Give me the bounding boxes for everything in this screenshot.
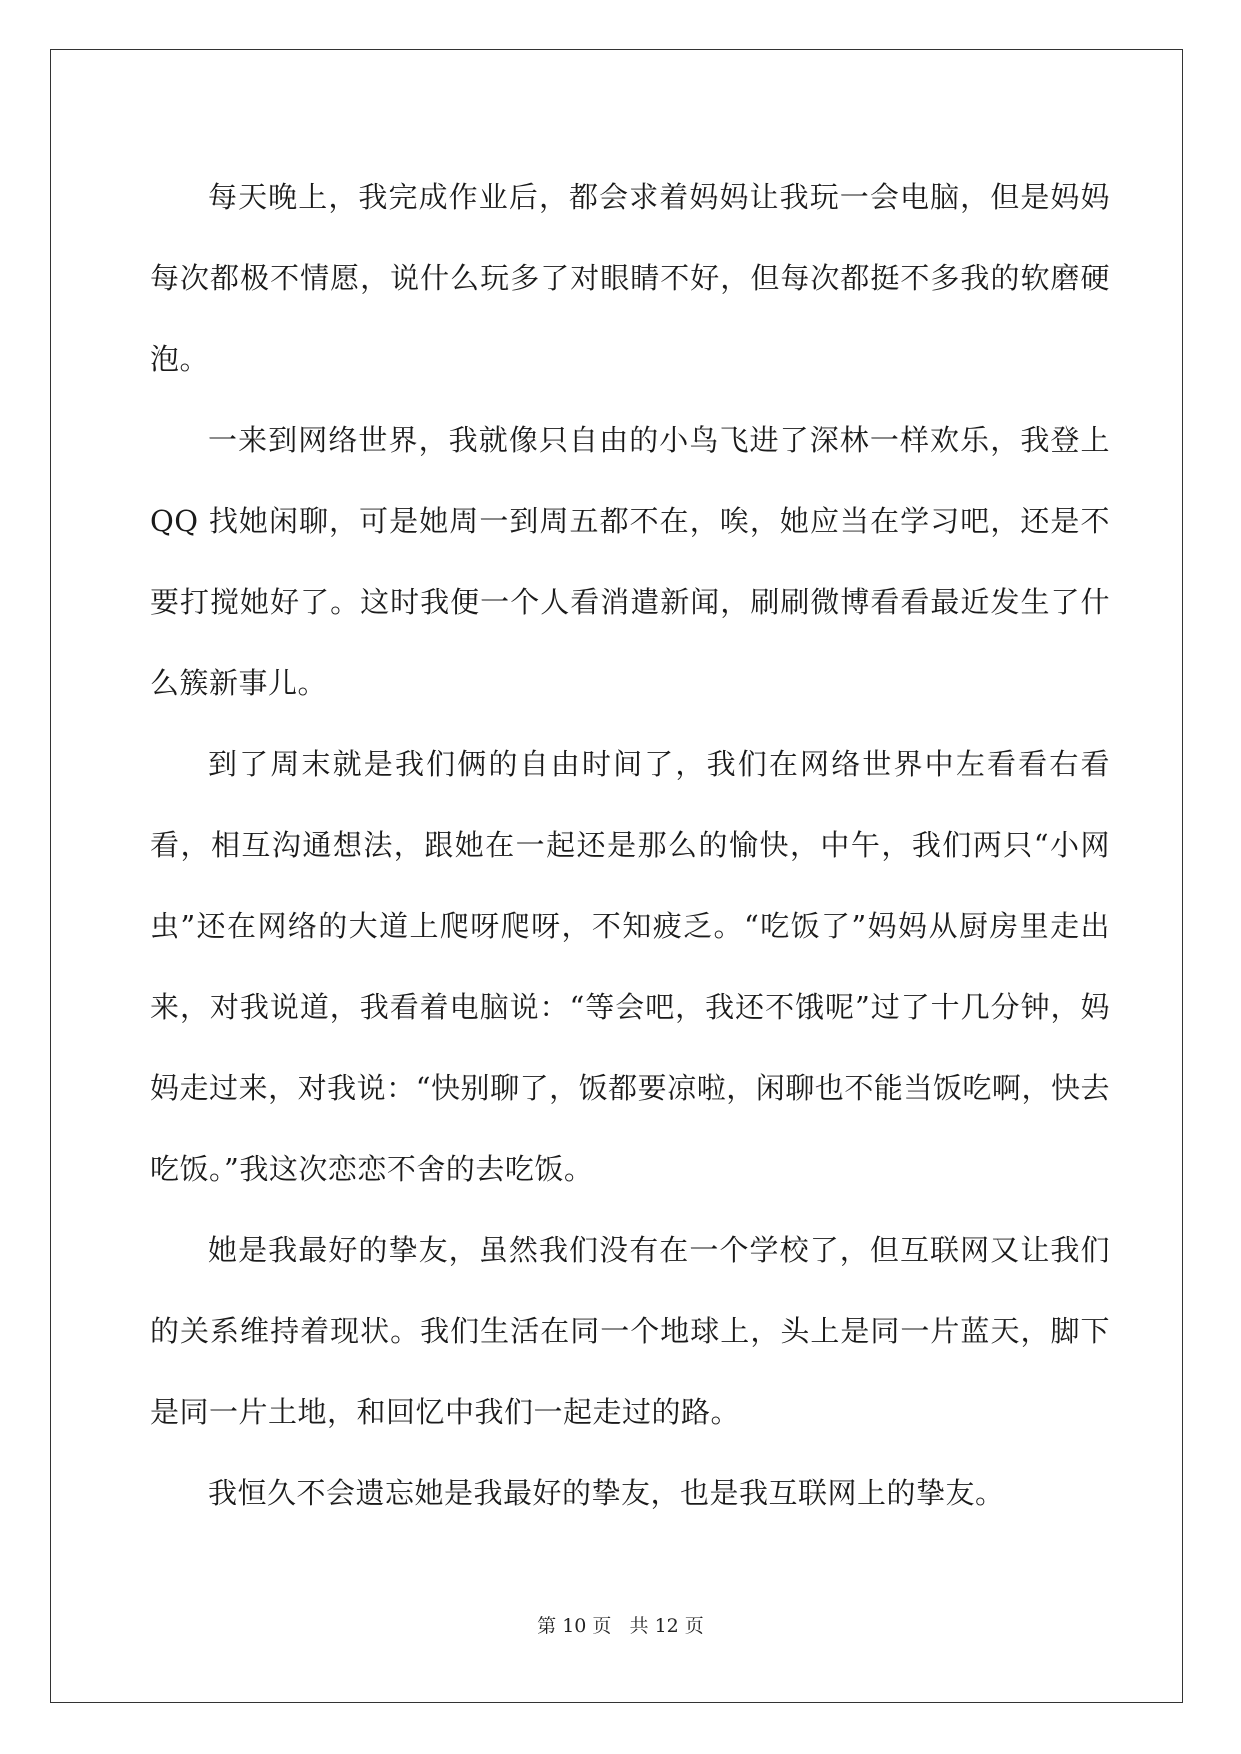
paragraph: 每天晚上，我完成作业后，都会求着妈妈让我玩一会电脑，但是妈妈每次都极不情愿，说什么玩多了对眼睛不好，但每次都挺不多我的软磨硬泡。 [150,180,1110,376]
paragraph: 她是我最好的挚友，虽然我们没有在一个学校了，但互联网又让我们的关系维持着现状。我们生活在同一个地球上，头上是同一片蓝天，脚下是同一片土地，和回忆中我们一起走过的路。 [150,1233,1110,1429]
page-number: 第 10 页 共 12 页 [537,1615,704,1637]
paragraph: 我恒久不会遗忘她是我最好的挚友，也是我互联网上的挚友。 [208,1476,1005,1510]
document-body [150,157,1110,1534]
paragraph: 一来到网络世界，我就像只自由的小鸟飞进了深林一样欢乐，我登上 QQ 找她闲聊，可是她周一到周五都不在，唉，她应当在学习吧，还是不要打搅她好了。这时我便一个人看消遣新闻，刷刷微博看看最近发生了什么簇新事儿。 [150,423,1110,700]
page-footer [0,1614,1241,1638]
paragraph: 到了周末就是我们俩的自由时间了，我们在网络世界中左看看右看看，相互沟通想法，跟她在一起还是那么的愉快，中午，我们两只“小网虫”还在网络的大道上爬呀爬呀，不知疲乏。“吃饭了”妈妈从厨房里走出来，对我说道，我看着电脑说：“等会吧，我还不饿呢”过了十几分钟，妈妈走过来，对我说：“快别聊了，饭都要凉啦，闲聊也不能当饭吃啊，快去吃饭。”我这次恋恋不舍的去吃饭。 [150,747,1110,1186]
